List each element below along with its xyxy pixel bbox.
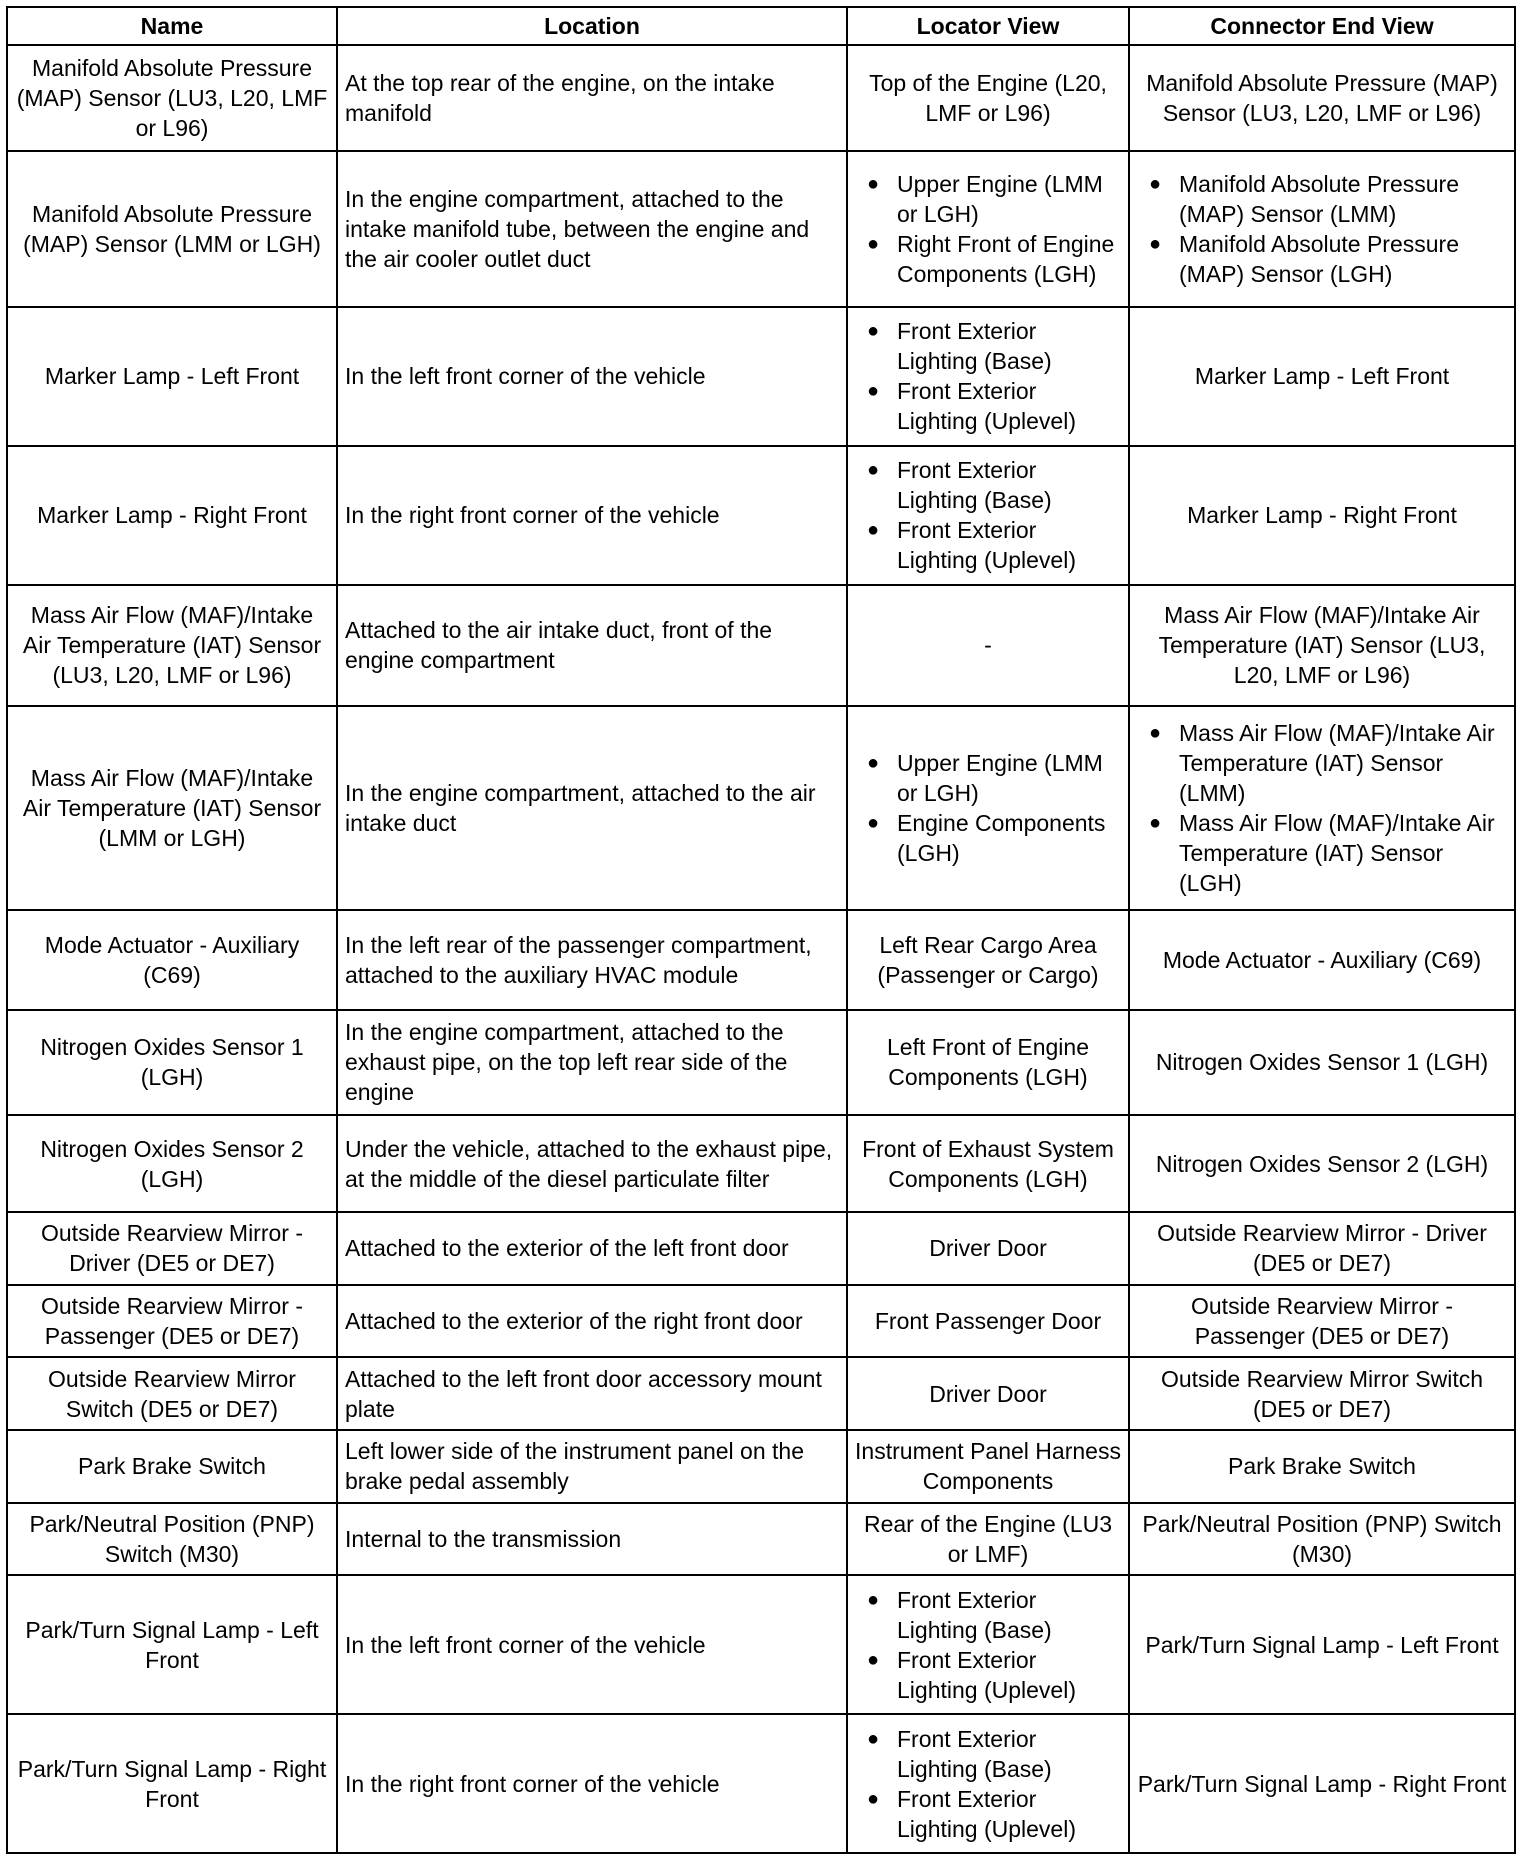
list-item: ● Front Exterior Lighting (Base) xyxy=(867,1585,1121,1645)
table-row xyxy=(7,151,1515,307)
list-item: ● Right Front of Engine Components (LGH) xyxy=(867,229,1121,289)
cell-name: Nitrogen Oxides Sensor 2 (LGH) xyxy=(7,1115,337,1212)
cell-locator-view: Front Passenger Door xyxy=(847,1285,1129,1358)
cell-location: In the right front corner of the vehicle xyxy=(337,1714,847,1853)
cell-locator-view-list xyxy=(855,316,1121,436)
cell-name: Mass Air Flow (MAF)/Intake Air Temperature (IAT) Sensor (LMM or LGH) xyxy=(7,706,337,911)
cell-locator-view: - xyxy=(847,585,1129,706)
cell-connector-end-view: Park/Turn Signal Lamp - Left Front xyxy=(1129,1575,1515,1714)
cell-locator-view xyxy=(847,151,1129,307)
cell-location: Attached to the exterior of the left front door xyxy=(337,1212,847,1285)
list-item: ● Front Exterior Lighting (Uplevel) xyxy=(867,515,1121,575)
list-item: ● Front Exterior Lighting (Uplevel) xyxy=(867,1784,1121,1844)
cell-name: Outside Rearview Mirror - Passenger (DE5 or DE7) xyxy=(7,1285,337,1358)
header-row xyxy=(7,7,1515,45)
cell-connector-end-view: Park/Neutral Position (PNP) Switch (M30) xyxy=(1129,1503,1515,1576)
table-row xyxy=(7,307,1515,446)
table-row xyxy=(7,706,1515,911)
cell-connector-end-view: Outside Rearview Mirror Switch (DE5 or DE7) xyxy=(1129,1357,1515,1430)
table-row xyxy=(7,585,1515,706)
cell-locator-view xyxy=(847,307,1129,446)
cell-location: At the top rear of the engine, on the intake manifold xyxy=(337,45,847,151)
cell-locator-view: Left Rear Cargo Area (Passenger or Cargo) xyxy=(847,910,1129,1009)
cell-location: In the left rear of the passenger compartment, attached to the auxiliary HVAC module xyxy=(337,910,847,1009)
list-item: ● Front Exterior Lighting (Uplevel) xyxy=(867,376,1121,436)
cell-connector-end-view xyxy=(1129,706,1515,911)
cell-name: Outside Rearview Mirror - Driver (DE5 or DE7) xyxy=(7,1212,337,1285)
cell-connector-end-view: Park/Turn Signal Lamp - Right Front xyxy=(1129,1714,1515,1853)
list-item: ● Front Exterior Lighting (Base) xyxy=(867,455,1121,515)
cell-name: Park/Turn Signal Lamp - Right Front xyxy=(7,1714,337,1853)
cell-connector-end-view-list xyxy=(1137,718,1507,898)
cell-locator-view-list xyxy=(855,455,1121,575)
cell-name: Nitrogen Oxides Sensor 1 (LGH) xyxy=(7,1010,337,1116)
cell-name: Park Brake Switch xyxy=(7,1430,337,1503)
list-item: ● Front Exterior Lighting (Base) xyxy=(867,1724,1121,1784)
list-item: ● Upper Engine (LMM or LGH) xyxy=(867,748,1121,808)
table-row xyxy=(7,910,1515,1009)
cell-name: Marker Lamp - Right Front xyxy=(7,446,337,585)
table-body xyxy=(7,45,1515,1853)
cell-connector-end-view: Mode Actuator - Auxiliary (C69) xyxy=(1129,910,1515,1009)
header-connector-end-view: Connector End View xyxy=(1129,7,1515,45)
header-location: Location xyxy=(337,7,847,45)
list-item: ● Front Exterior Lighting (Uplevel) xyxy=(867,1645,1121,1705)
cell-locator-view: Front of Exhaust System Components (LGH) xyxy=(847,1115,1129,1212)
cell-connector-end-view: Manifold Absolute Pressure (MAP) Sensor (LU3, L20, LMF or L96) xyxy=(1129,45,1515,151)
table-row xyxy=(7,1010,1515,1116)
header-name: Name xyxy=(7,7,337,45)
table-row xyxy=(7,446,1515,585)
table-row xyxy=(7,1285,1515,1358)
cell-locator-view xyxy=(847,446,1129,585)
cell-connector-end-view: Mass Air Flow (MAF)/Intake Air Temperature (IAT) Sensor (LU3, L20, LMF or L96) xyxy=(1129,585,1515,706)
table-row xyxy=(7,45,1515,151)
cell-locator-view: Rear of the Engine (LU3 or LMF) xyxy=(847,1503,1129,1576)
table-row xyxy=(7,1115,1515,1212)
cell-locator-view xyxy=(847,706,1129,911)
cell-location: Left lower side of the instrument panel on the brake pedal assembly xyxy=(337,1430,847,1503)
cell-location: In the left front corner of the vehicle xyxy=(337,307,847,446)
cell-location: In the engine compartment, attached to the intake manifold tube, between the engine and the air cooler outlet duct xyxy=(337,151,847,307)
cell-location: In the right front corner of the vehicle xyxy=(337,446,847,585)
cell-location: In the engine compartment, attached to the exhaust pipe, on the top left rear side of the engine xyxy=(337,1010,847,1116)
cell-location: Attached to the exterior of the right front door xyxy=(337,1285,847,1358)
cell-locator-view: Top of the Engine (L20, LMF or L96) xyxy=(847,45,1129,151)
cell-name: Manifold Absolute Pressure (MAP) Sensor (LU3, L20, LMF or L96) xyxy=(7,45,337,151)
cell-location: Internal to the transmission xyxy=(337,1503,847,1576)
cell-connector-end-view: Outside Rearview Mirror - Driver (DE5 or DE7) xyxy=(1129,1212,1515,1285)
cell-locator-view: Instrument Panel Harness Components xyxy=(847,1430,1129,1503)
table-row xyxy=(7,1575,1515,1714)
cell-locator-view: Driver Door xyxy=(847,1357,1129,1430)
cell-connector-end-view: Park Brake Switch xyxy=(1129,1430,1515,1503)
cell-location: Attached to the air intake duct, front of the engine compartment xyxy=(337,585,847,706)
list-item: ● Engine Components (LGH) xyxy=(867,808,1121,868)
cell-name: Manifold Absolute Pressure (MAP) Sensor (LMM or LGH) xyxy=(7,151,337,307)
cell-locator-view-list xyxy=(855,1585,1121,1705)
cell-connector-end-view: Nitrogen Oxides Sensor 1 (LGH) xyxy=(1129,1010,1515,1116)
cell-locator-view xyxy=(847,1575,1129,1714)
table-row xyxy=(7,1714,1515,1853)
cell-name: Park/Neutral Position (PNP) Switch (M30) xyxy=(7,1503,337,1576)
cell-locator-view-list xyxy=(855,1724,1121,1844)
list-item: ● Manifold Absolute Pressure (MAP) Sensor (LMM) xyxy=(1149,169,1507,229)
cell-connector-end-view: Nitrogen Oxides Sensor 2 (LGH) xyxy=(1129,1115,1515,1212)
table-row xyxy=(7,1212,1515,1285)
cell-locator-view-list xyxy=(855,169,1121,289)
list-item: ● Mass Air Flow (MAF)/Intake Air Temperature (IAT) Sensor (LMM) xyxy=(1149,718,1507,808)
cell-name: Outside Rearview Mirror Switch (DE5 or DE7) xyxy=(7,1357,337,1430)
cell-locator-view-list xyxy=(855,748,1121,868)
cell-location: In the left front corner of the vehicle xyxy=(337,1575,847,1714)
component-locator-table xyxy=(6,6,1516,1854)
cell-locator-view: Left Front of Engine Components (LGH) xyxy=(847,1010,1129,1116)
header-locator-view: Locator View xyxy=(847,7,1129,45)
table-row xyxy=(7,1503,1515,1576)
cell-connector-end-view: Outside Rearview Mirror - Passenger (DE5 or DE7) xyxy=(1129,1285,1515,1358)
table-row xyxy=(7,1430,1515,1503)
cell-locator-view xyxy=(847,1714,1129,1853)
cell-connector-end-view-list xyxy=(1137,169,1507,289)
cell-name: Park/Turn Signal Lamp - Left Front xyxy=(7,1575,337,1714)
list-item: ● Front Exterior Lighting (Base) xyxy=(867,316,1121,376)
cell-name: Mass Air Flow (MAF)/Intake Air Temperature (IAT) Sensor (LU3, L20, LMF or L96) xyxy=(7,585,337,706)
list-item: ● Upper Engine (LMM or LGH) xyxy=(867,169,1121,229)
cell-locator-view: Driver Door xyxy=(847,1212,1129,1285)
cell-connector-end-view: Marker Lamp - Left Front xyxy=(1129,307,1515,446)
table-row xyxy=(7,1357,1515,1430)
cell-name: Marker Lamp - Left Front xyxy=(7,307,337,446)
cell-name: Mode Actuator - Auxiliary (C69) xyxy=(7,910,337,1009)
cell-connector-end-view xyxy=(1129,151,1515,307)
cell-location: Under the vehicle, attached to the exhaust pipe, at the middle of the diesel particulate filter xyxy=(337,1115,847,1212)
list-item: ● Mass Air Flow (MAF)/Intake Air Temperature (IAT) Sensor (LGH) xyxy=(1149,808,1507,898)
cell-connector-end-view: Marker Lamp - Right Front xyxy=(1129,446,1515,585)
list-item: ● Manifold Absolute Pressure (MAP) Sensor (LGH) xyxy=(1149,229,1507,289)
cell-location: Attached to the left front door accessory mount plate xyxy=(337,1357,847,1430)
cell-location: In the engine compartment, attached to the air intake duct xyxy=(337,706,847,911)
